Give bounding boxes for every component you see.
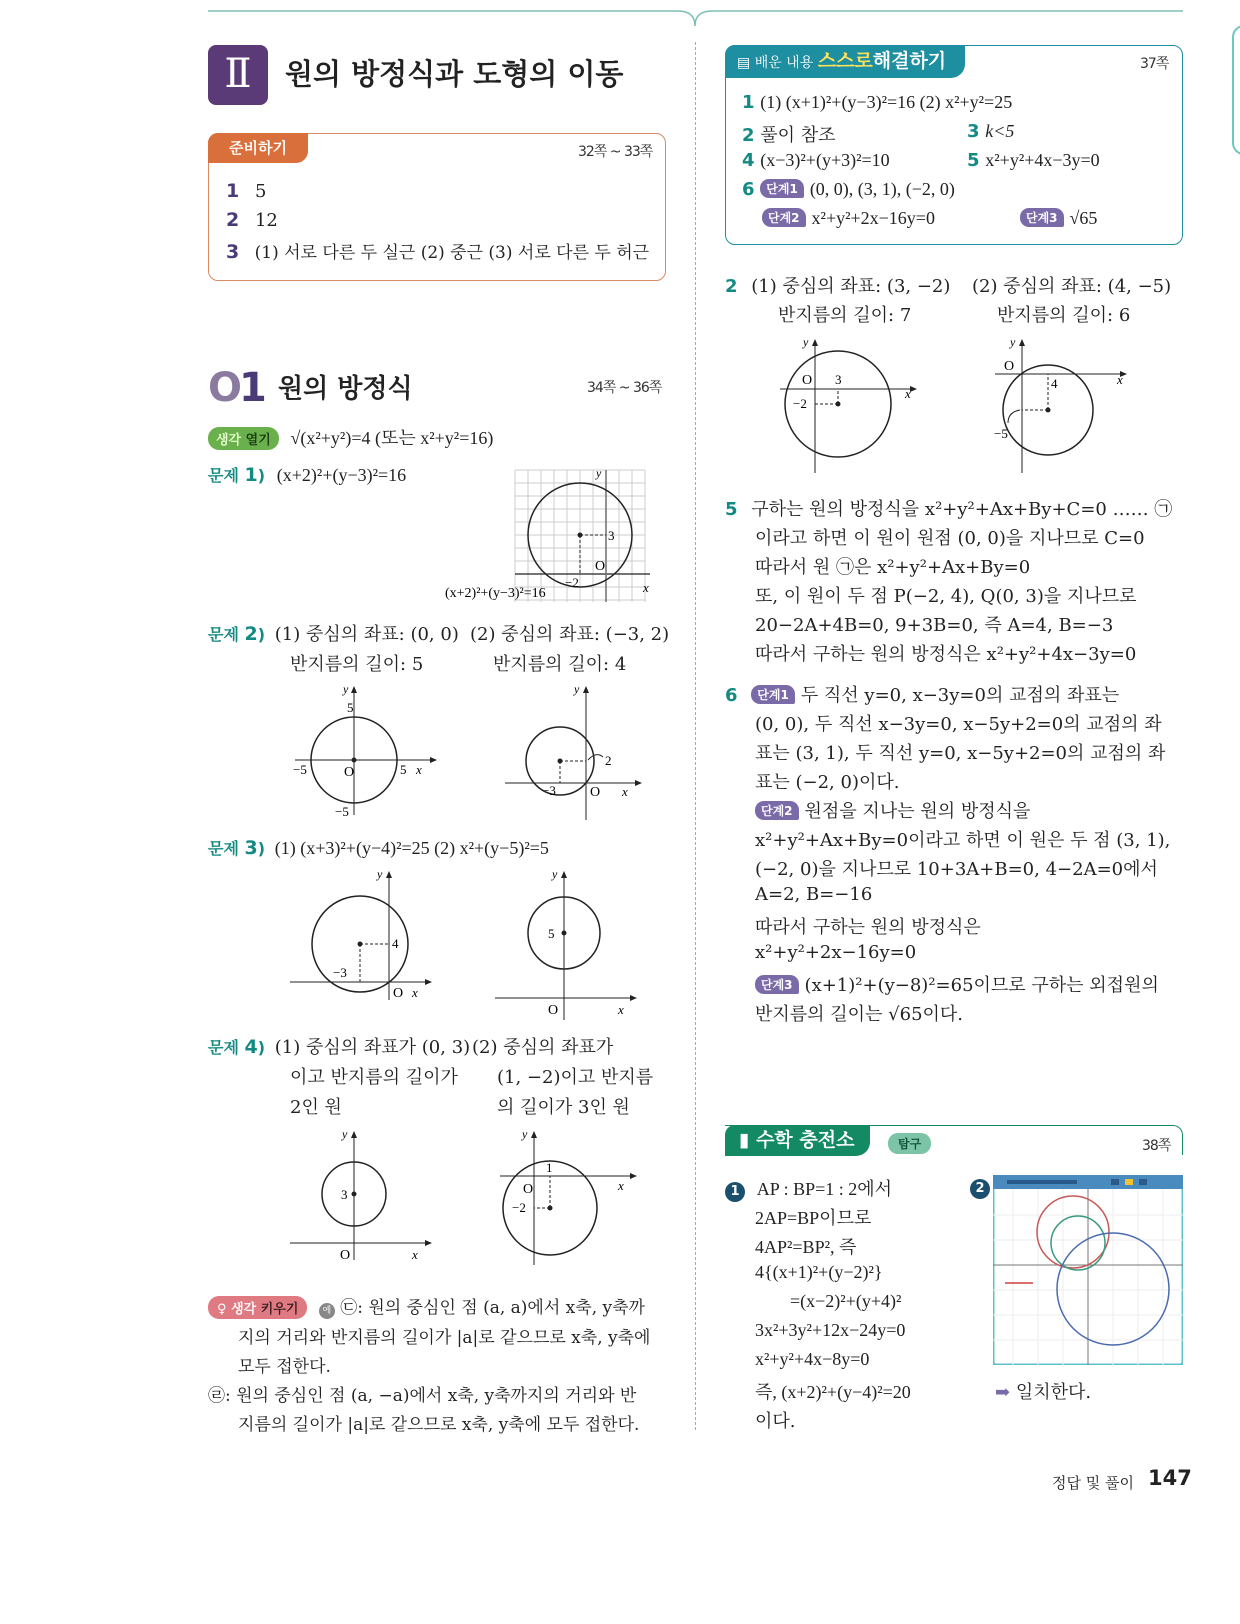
solution-6-text: 반지름의 길이는 √65이다. [755, 1004, 964, 1025]
svg-text:O: O [523, 1182, 534, 1197]
svg-text:x: x [416, 762, 422, 777]
top-rule [208, 10, 1183, 28]
problem-1: 문제 1) (x+2)²+(y−3)²=16 [208, 464, 407, 486]
svg-text:3: 3 [835, 372, 842, 387]
svg-text:5: 5 [400, 762, 407, 777]
solution-2-graph-2 [990, 338, 1150, 473]
review-row: 단계2 x²+y²+2x−16y=0 [762, 208, 935, 229]
svg-text:−2: −2 [565, 575, 579, 590]
grow-thought-text: 모두 접한다. [238, 1357, 331, 1377]
svg-text:3: 3 [608, 528, 615, 543]
problem-4-text: (1, −2)이고 반지름 [497, 1067, 654, 1088]
svg-text:y: y [803, 338, 809, 349]
problem-2-radius-1: 반지름의 길이: 5 [290, 654, 424, 675]
solution-6-text: 표는 (3, 1), 두 직선 y=0, x−5y+2=0의 교점의 좌 [755, 743, 1166, 764]
svg-text:y: y [343, 685, 349, 696]
svg-text:y: y [574, 685, 580, 696]
svg-text:y: y [377, 870, 383, 881]
svg-text:y: y [522, 1130, 528, 1141]
side-tab [1232, 25, 1240, 155]
prepare-item: 2 12 [226, 209, 278, 231]
section-number: O1 [208, 365, 264, 411]
svg-text:y: y [1010, 338, 1016, 349]
svg-text:O: O [340, 1248, 351, 1260]
solution-6: 6 단계1 두 직선 y=0, x−3y=0의 교점의 좌표는 [725, 685, 1120, 706]
station-text: 4{(x+1)²+(y−2)²} [755, 1262, 883, 1282]
svg-text:x: x [643, 580, 649, 595]
svg-text:O: O [595, 559, 606, 574]
math-station-pages: 38쪽 [1142, 1138, 1171, 1154]
review-row: 3 k<5 [967, 121, 1015, 142]
example-icon: 예 [319, 1303, 335, 1319]
solution-2: 2 (1) 중심의 좌표: (3, −2) [725, 276, 951, 297]
svg-text:3: 3 [341, 1187, 348, 1202]
solution-6-text: 단계2 원점을 지나는 원의 방정식을 [755, 797, 1030, 823]
solution-5-text: 따라서 원 ㉠은 x²+y²+Ax+By=0 [755, 557, 1031, 578]
problem-4: 문제 4) (1) 중심의 좌표가 (0, 3) [208, 1036, 471, 1058]
station-text: 4AP²=BP², 즉 [755, 1237, 857, 1257]
svg-text:−3: −3 [542, 783, 556, 798]
svg-text:O: O [1004, 359, 1015, 374]
svg-text:x: x [618, 1002, 624, 1017]
solution-6-text: 단계3 (x+1)²+(y−8)²=65이므로 구하는 외접원의 [755, 971, 1159, 997]
svg-text:−2: −2 [512, 1200, 526, 1215]
page-number: 147 [1148, 1466, 1192, 1490]
svg-text:−5: −5 [293, 762, 307, 777]
svg-text:O: O [393, 986, 404, 1000]
problem-4-text: 이고 반지름의 길이가 [290, 1067, 458, 1088]
svg-text:4: 4 [392, 936, 399, 951]
svg-text:x: x [905, 386, 911, 401]
graphing-screenshot [993, 1175, 1183, 1365]
svg-text:4: 4 [1051, 376, 1058, 391]
solution-5-text: 이라고 하면 이 원이 원점 (0, 0)을 지나므로 C=0 [755, 528, 1145, 549]
station-item-1: 1 AP : BP=1 : 2에서 [725, 1175, 892, 1202]
problem-4-graph-2 [490, 1130, 650, 1265]
column-divider [695, 42, 696, 1430]
solution-6-text: 따라서 구하는 원의 방정식은 [755, 917, 981, 938]
svg-text:y: y [552, 870, 558, 881]
review-row: 단계3 √65 [1020, 208, 1097, 229]
review-pages: 37쪽 [1140, 56, 1169, 72]
review-row: 2 풀이 참조 [742, 125, 836, 146]
svg-text:x: x [622, 784, 628, 799]
footer-label: 정답 및 풀이 [1052, 1474, 1134, 1492]
open-thought: 생각 열기 √(x²+y²)=4 (또는 x²+y²=16) [208, 424, 493, 450]
inquiry-pill: 탐구 [888, 1133, 931, 1154]
problem-4-text: 의 길이가 3인 원 [497, 1097, 630, 1118]
svg-text:O: O [802, 373, 813, 388]
section-title: 원의 방정식 [278, 374, 413, 404]
problem-2-graph-1 [285, 685, 445, 820]
problem-4-text: 2인 원 [290, 1097, 342, 1118]
prepare-item: 1 5 [226, 180, 267, 202]
station-text: 이다. [755, 1411, 796, 1432]
svg-text:x: x [412, 985, 418, 1000]
prepare-tab: 준비하기 [208, 133, 308, 163]
solution-2-graph-1 [775, 338, 935, 473]
svg-text:y: y [342, 1130, 348, 1141]
station-text: =(x−2)²+(y+4)² [790, 1291, 902, 1311]
svg-text:−5: −5 [335, 804, 349, 819]
solution-5: 5 구하는 원의 방정식을 x²+y²+Ax+By+C=0 …… ㉠ [725, 499, 1173, 520]
grow-thought-text: 지의 거리와 반지름의 길이가 |a|로 같으므로 x축, y축에 [238, 1328, 651, 1348]
solution-6-text: 표는 (−2, 0)이다. [755, 772, 900, 793]
svg-text:x: x [618, 1178, 624, 1193]
station-text: 2AP=BP이므로 [755, 1208, 872, 1228]
svg-text:y: y [596, 466, 602, 480]
solution-6-text: x²+y²+2x−16y=0 [755, 942, 917, 963]
problem-1-graph [445, 465, 655, 605]
grow-thought-text: 지름의 길이가 |a|로 같으므로 x축, y축에 모두 접한다. [238, 1415, 640, 1435]
open-thought-pill: 생각 열기 [208, 427, 279, 450]
svg-text:x: x [1117, 372, 1123, 387]
solution-5-text: 20−2A+4B=0, 9+3B=0, 즉 A=4, B=−3 [755, 615, 1114, 636]
solution-6-text: A=2, B=−16 [755, 884, 873, 905]
station-item-2: 2 [970, 1177, 990, 1199]
prepare-item: 3 (1) 서로 다른 두 실근 (2) 중근 (3) 서로 다른 두 허근 [226, 241, 650, 263]
svg-text:O: O [344, 765, 355, 780]
solution-2-text: 반지름의 길이: 6 [997, 305, 1131, 326]
svg-text:1: 1 [546, 1160, 553, 1175]
station-text: 즉, (x+2)²+(y−4)²=20 [755, 1382, 911, 1402]
chapter-badge: Ⅱ [208, 45, 268, 105]
svg-text:5: 5 [548, 926, 555, 941]
svg-text:2: 2 [605, 753, 612, 768]
problem-2-graph-2 [490, 685, 650, 820]
solution-5-text: 또, 이 원이 두 점 P(−2, 4), Q(0, 3)을 지나므로 [755, 586, 1137, 607]
station-result: ➡ 일치한다. [995, 1382, 1092, 1403]
svg-text:−5: −5 [994, 426, 1008, 441]
review-row: 5 x²+y²+4x−3y=0 [967, 150, 1100, 171]
station-text: 3x²+3y²+12x−24y=0 [755, 1320, 906, 1340]
problem-4-graph-1 [285, 1130, 445, 1260]
solution-5-text: 따라서 구하는 원의 방정식은 x²+y²+4x−3y=0 [755, 644, 1137, 665]
station-text: x²+y²+4x−8y=0 [755, 1349, 870, 1369]
chapter-title: 원의 방정식과 도형의 이동 [285, 57, 624, 91]
review-tab: ▤ 배운 내용 스스로해결하기 [725, 45, 965, 78]
review-row: 1 (1) (x+1)²+(y−3)²=16 (2) x²+y²=25 [742, 92, 1013, 113]
solution-6-text: (0, 0), 두 직선 x−3y=0, x−5y+2=0의 교점의 좌 [755, 714, 1162, 735]
grow-thought: ♀ 생각 키우기 예 ㉢: 원의 중심인 점 (a, a)에서 x축, y축까 [208, 1293, 645, 1319]
problem-4-text: (2) 중심의 좌표가 [472, 1037, 614, 1058]
svg-text:−2: −2 [793, 396, 807, 411]
prepare-pages: 32쪽 ~ 33쪽 [578, 144, 653, 160]
svg-text:−3: −3 [333, 965, 347, 980]
problem-3-graph-1 [285, 870, 445, 1000]
svg-text:5: 5 [347, 700, 354, 715]
problem-3-graph-2 [490, 870, 650, 1020]
solution-6-text: (−2, 0)을 지나므로 10+3A+B=0, 4−2A=0에서 [755, 859, 1158, 880]
svg-text:x: x [412, 1247, 418, 1260]
math-station-tab: ▮ 수학 충전소 [725, 1125, 870, 1156]
problem-label: 문제 1) [208, 464, 266, 486]
graph-caption: (x+2)²+(y−3)²=16 [445, 586, 546, 601]
problem-2-radius-2: 반지름의 길이: 4 [493, 654, 627, 675]
solution-2-text: 반지름의 길이: 7 [778, 305, 912, 326]
grow-thought-pill: ♀ 생각 키우기 [208, 1296, 307, 1319]
review-row: 4 (x−3)²+(y+3)²=10 [742, 150, 890, 171]
grow-thought-text: ㉣: 원의 중심인 점 (a, −a)에서 x축, y축까지의 거리와 반 [208, 1386, 637, 1406]
solution-6-text: x²+y²+Ax+By=0이라고 하면 이 원은 두 점 (3, 1), [755, 830, 1171, 851]
problem-2-center-2: (2) 중심의 좌표: (−3, 2) [470, 624, 670, 645]
problem-2: 문제 2) (1) 중심의 좌표: (0, 0) [208, 623, 459, 645]
solution-2-text: (2) 중심의 좌표: (4, −5) [972, 276, 1172, 297]
section-pages: 34쪽 ~ 36쪽 [587, 380, 662, 396]
svg-text:O: O [548, 1003, 559, 1018]
arrow-icon: ➡ [995, 1382, 1011, 1403]
review-row: 6 단계1 (0, 0), (3, 1), (−2, 0) [742, 179, 955, 200]
svg-text:O: O [590, 785, 601, 800]
problem-3: 문제 3) (1) (x+3)²+(y−4)²=25 (2) x²+(y−5)²=5 [208, 837, 549, 859]
